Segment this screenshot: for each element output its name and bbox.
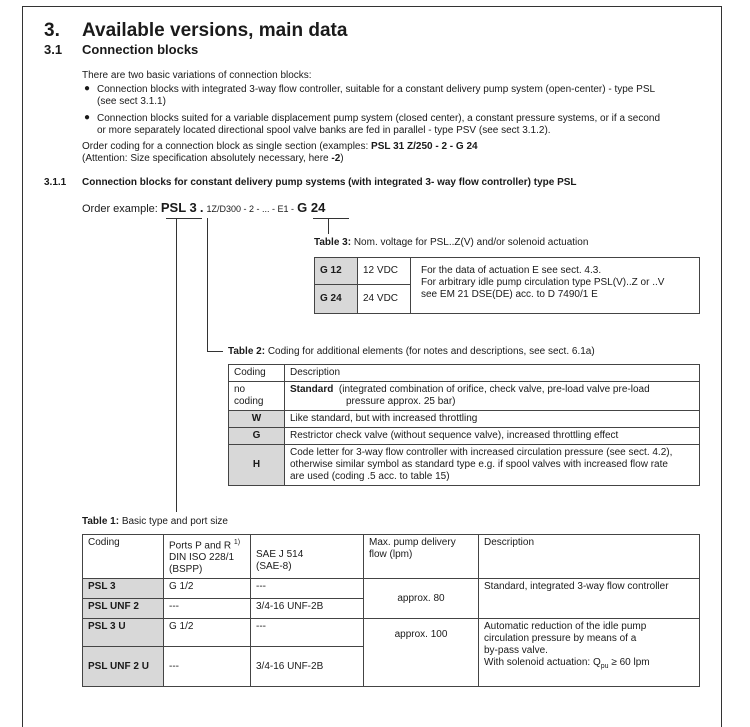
bullet-dot: ● xyxy=(84,83,91,94)
table2-desc-bold: Standard xyxy=(290,384,334,395)
table2-code: H xyxy=(229,445,285,486)
table1-din: G 1/2 xyxy=(164,579,251,599)
bullet-1-line-1: Connection blocks with integrated 3-way flow controller, suitable for a constant delivery pump system (open-center) - type PSL xyxy=(97,84,656,95)
table3-code: G 24 xyxy=(315,285,358,314)
connector-hline-table2 xyxy=(207,351,223,352)
underline-g24 xyxy=(313,218,349,219)
bullet-2-line-1: Connection blocks suited for a variable displacement pump system (closed center), a constant pressure systems, or if a second xyxy=(97,113,661,124)
table1-sae: 3/4-16 UNF-2B xyxy=(251,599,364,619)
table2-desc-text: are used (coding .5 acc. to table 15) xyxy=(290,471,450,482)
table1-code: PSL 3 xyxy=(83,579,164,599)
table2-desc xyxy=(285,382,700,411)
table2-code: no coding xyxy=(229,382,285,411)
table1 xyxy=(82,534,700,687)
connector-line-table3 xyxy=(328,218,329,234)
table1-header-ports xyxy=(164,535,251,579)
attention-suffix: ) xyxy=(340,153,344,164)
table1-desc: Standard, integrated 3-way flow controller xyxy=(479,579,700,619)
table1-sae: --- xyxy=(251,619,364,647)
table3-note: see EM 21 DSE(DE) acc. to D 7490/1 E xyxy=(421,289,598,300)
table3-notes xyxy=(411,258,700,314)
table3 xyxy=(314,257,700,314)
table2-code: G xyxy=(229,428,285,445)
attention-prefix: (Attention: Size specification absolutely necessary, here xyxy=(82,153,332,164)
table1-desc-line: Automatic reduction of the idle pump xyxy=(484,621,647,633)
order-coding-examples: PSL 31 Z/250 - 2 - G 24 xyxy=(371,141,478,152)
table1-desc-line xyxy=(484,657,694,673)
section-number: 3. xyxy=(44,20,60,41)
order-coding-line xyxy=(82,141,478,153)
connector-line-table2 xyxy=(207,218,208,352)
table2-header-description: Description xyxy=(285,365,700,382)
table1-header-ports-text: Ports P and R xyxy=(169,540,232,552)
table1-flow: approx. 100 xyxy=(364,619,479,687)
table1-din: --- xyxy=(164,647,251,687)
table1-header-bspp: (BSPP) xyxy=(169,564,203,576)
table2-desc-text: otherwise similar symbol as standard type e.g. if spool valves with increased flow rate xyxy=(290,459,668,470)
table2-desc: Restrictor check valve (without sequence valve), increased throttling effect xyxy=(285,428,700,445)
table1-desc-text: With solenoid actuation: Q xyxy=(484,657,601,669)
subsection-number: 3.1 xyxy=(44,42,63,57)
subsection-title: Connection blocks xyxy=(82,42,199,57)
table1-code: PSL UNF 2 xyxy=(83,599,164,619)
bullet-dot: ● xyxy=(84,112,91,123)
table3-volt: 12 VDC xyxy=(358,258,411,285)
order-example-label: Order example: xyxy=(82,203,158,215)
order-example xyxy=(82,200,325,215)
table1-code: PSL UNF 2 U xyxy=(83,647,164,687)
table1-header-sae-text: SAE J 514 xyxy=(256,549,304,560)
table3-volt: 24 VDC xyxy=(358,285,411,314)
order-coding-text: Order coding for a connection block as single section (examples: xyxy=(82,141,369,152)
table1-caption xyxy=(82,516,228,527)
table1-header-sae8: (SAE-8) xyxy=(256,561,292,572)
order-example-middle: 1Z/D300 - 2 - ... - E1 - xyxy=(206,204,295,214)
table1-sae: 3/4-16 UNF-2B xyxy=(251,647,364,687)
table1-header-flow-text: Max. pump delivery xyxy=(369,537,456,548)
attention-line xyxy=(82,153,344,165)
section-title: Available versions, main data xyxy=(82,20,348,41)
table1-desc-sub: pu xyxy=(600,663,609,671)
table1-header-flow-unit: flow (lpm) xyxy=(369,549,413,560)
order-example-dot: . xyxy=(199,200,204,215)
table3-caption xyxy=(314,237,588,248)
table3-note: For arbitrary idle pump circulation type PSL(V)..Z or ..V xyxy=(421,277,665,288)
table2-desc xyxy=(285,445,700,486)
table1-caption-label: Table 1: xyxy=(82,516,120,527)
table1-desc-text: ≥ 60 lpm xyxy=(608,657,650,669)
bullet-2-line-2: or more separately located directional spool valve banks are fed in parallel - type PSV (see sect 3.1.2). xyxy=(97,125,551,136)
table1-din: G 1/2 xyxy=(164,619,251,647)
subsubsection-number: 3.1.1 xyxy=(44,177,67,188)
table2-desc-text: (integrated combination of orifice, check valve, pre-load valve pre-load xyxy=(338,384,650,395)
order-example-voltage: G 24 xyxy=(297,200,326,215)
table1-din: --- xyxy=(164,599,251,619)
table1-caption-text: Basic type and port size xyxy=(121,516,228,527)
connector-line-table1 xyxy=(176,218,177,512)
table3-note: For the data of actuation E see sect. 4.3. xyxy=(421,265,602,276)
attention-value: -2 xyxy=(331,153,341,164)
table3-code: G 12 xyxy=(315,258,358,285)
table2-desc-text: pressure approx. 25 bar) xyxy=(346,396,456,407)
table1-code: PSL 3 U xyxy=(83,619,164,647)
table2-header-coding: Coding xyxy=(229,365,285,382)
table1-desc-line: by-pass valve. xyxy=(484,645,548,657)
order-example-type: PSL 3 xyxy=(160,200,197,215)
table2-desc-text: Code letter for 3-way flow controller with increased circulation pressure (see sect. 4.2), xyxy=(290,447,673,458)
table2-caption-label: Table 2: xyxy=(228,346,266,357)
table1-header-ports-sup: 1) xyxy=(233,539,241,546)
table3-caption-text: Nom. voltage for PSL..Z(V) and/or solenoid actuation xyxy=(353,237,589,248)
table3-caption-label: Table 3: xyxy=(314,237,352,248)
table1-desc-line: circulation pressure by means of a xyxy=(484,633,637,645)
intro-text: There are two basic variations of connection blocks: xyxy=(82,70,312,81)
table2-caption xyxy=(228,346,595,357)
table1-sae: --- xyxy=(251,579,364,599)
table1-header-ports-label xyxy=(169,537,245,552)
underline-psl3 xyxy=(166,218,202,219)
table1-header-flow xyxy=(364,535,479,579)
table1-desc xyxy=(479,619,700,687)
table1-header-coding: Coding xyxy=(83,535,164,579)
table1-header-din: DIN ISO 228/1 xyxy=(169,552,235,564)
table2-desc: Like standard, but with increased throttling xyxy=(285,411,700,428)
subsubsection-title: Connection blocks for constant delivery pump systems (with integrated 3- way flow controller) type PSL xyxy=(82,177,577,188)
table2-code: W xyxy=(229,411,285,428)
table1-header-description: Description xyxy=(479,535,700,579)
table1-flow: approx. 80 xyxy=(364,579,479,619)
table1-header-sae xyxy=(251,535,364,579)
table2 xyxy=(228,364,700,486)
table2-caption-text: Coding for additional elements (for notes and descriptions, see sect. 6.1a) xyxy=(267,346,595,357)
bullet-1-line-2: (see sect 3.1.1) xyxy=(97,96,166,107)
